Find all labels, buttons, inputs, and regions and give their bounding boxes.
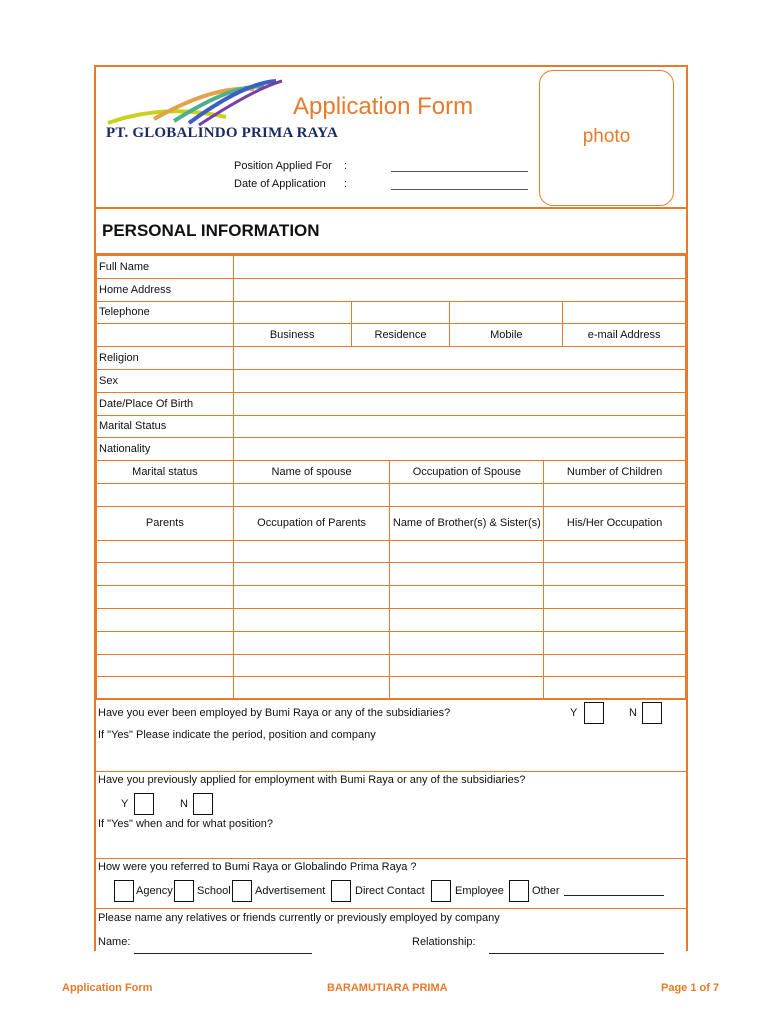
form-title: Application Form bbox=[293, 93, 474, 120]
dob-field[interactable] bbox=[233, 392, 685, 415]
table-cell[interactable] bbox=[233, 654, 390, 677]
employee-checkbox[interactable] bbox=[431, 880, 451, 902]
table-cell[interactable] bbox=[544, 631, 686, 654]
marital-status-header: Marital status bbox=[97, 461, 234, 484]
table-cell[interactable] bbox=[544, 677, 686, 700]
advertisement-checkbox[interactable] bbox=[232, 880, 252, 902]
no-label: N bbox=[629, 707, 637, 719]
school-checkbox[interactable] bbox=[174, 880, 194, 902]
email-field[interactable] bbox=[563, 301, 686, 324]
q2-no-checkbox[interactable] bbox=[193, 793, 213, 815]
telephone-label: Telephone bbox=[97, 301, 234, 324]
colon: : bbox=[344, 178, 348, 190]
table-cell[interactable] bbox=[97, 677, 234, 700]
table-row bbox=[97, 506, 686, 540]
sex-label: Sex bbox=[97, 369, 234, 392]
footer-page-number: Page 1 of 7 bbox=[661, 982, 720, 994]
position-applied-label: Position Applied For bbox=[234, 160, 332, 172]
table-cell[interactable] bbox=[544, 608, 686, 631]
table-cell[interactable] bbox=[233, 677, 390, 700]
company-name: PT. GLOBALINDO PRIMA RAYA bbox=[106, 125, 338, 141]
home-address-field[interactable] bbox=[233, 278, 685, 301]
nationality-label: Nationality bbox=[97, 438, 234, 461]
parents-header: Parents bbox=[97, 506, 234, 540]
previous-application-question bbox=[96, 771, 686, 858]
personal-info-table bbox=[96, 255, 686, 461]
other-specify-field[interactable] bbox=[564, 895, 664, 896]
table-row bbox=[97, 586, 686, 609]
q1-text: Have you ever been employed by Bumi Raya or any of the subsidiaries? bbox=[98, 707, 451, 719]
personal-information-heading: PERSONAL INFORMATION bbox=[96, 211, 686, 255]
direct-contact-label: Direct Contact bbox=[355, 885, 425, 897]
table-cell[interactable] bbox=[233, 586, 390, 609]
table-cell[interactable] bbox=[97, 631, 234, 654]
nationality-field[interactable] bbox=[233, 438, 685, 461]
table-cell[interactable] bbox=[97, 608, 234, 631]
marital-status-field[interactable] bbox=[233, 415, 685, 438]
full-name-field[interactable] bbox=[233, 256, 685, 279]
relationship-field[interactable] bbox=[489, 953, 664, 954]
table-cell[interactable] bbox=[544, 563, 686, 586]
marital-status-label: Marital Status bbox=[97, 415, 234, 438]
table-cell[interactable] bbox=[544, 654, 686, 677]
business-header: Business bbox=[233, 324, 351, 347]
table-cell[interactable] bbox=[390, 654, 544, 677]
table-cell[interactable] bbox=[233, 563, 390, 586]
previous-employment-question bbox=[96, 698, 686, 771]
relative-name-field[interactable] bbox=[134, 953, 312, 954]
table-cell[interactable] bbox=[97, 540, 234, 563]
advertisement-label: Advertisement bbox=[255, 885, 326, 897]
date-application-label: Date of Application bbox=[234, 178, 326, 190]
table-cell[interactable] bbox=[97, 654, 234, 677]
table-row bbox=[97, 677, 686, 700]
table-row bbox=[97, 324, 686, 347]
table-row bbox=[97, 301, 686, 324]
table-row bbox=[97, 369, 686, 392]
table-row bbox=[97, 483, 686, 506]
yes-label: Y bbox=[121, 798, 129, 810]
table-cell[interactable] bbox=[233, 608, 390, 631]
religion-field[interactable] bbox=[233, 347, 685, 370]
referral-question bbox=[96, 858, 686, 908]
table-row bbox=[97, 347, 686, 370]
agency-label: Agency bbox=[136, 885, 173, 897]
table-cell[interactable] bbox=[233, 540, 390, 563]
table-row bbox=[97, 256, 686, 279]
table-row bbox=[97, 278, 686, 301]
table-row bbox=[97, 540, 686, 563]
q1-followup-text: If "Yes" Please indicate the period, position and company bbox=[98, 729, 376, 741]
blank-cell bbox=[97, 324, 234, 347]
table-cell[interactable] bbox=[544, 586, 686, 609]
table-row bbox=[97, 631, 686, 654]
mobile-header: Mobile bbox=[450, 324, 563, 347]
q1-no-checkbox[interactable] bbox=[642, 702, 662, 724]
residence-phone-field[interactable] bbox=[351, 301, 450, 324]
form-header bbox=[96, 67, 686, 209]
other-label: Other bbox=[532, 885, 560, 897]
q2-followup-text: If "Yes" when and for what position? bbox=[98, 818, 273, 830]
footer-left: Application Form bbox=[62, 982, 153, 994]
spouse-name-header: Name of spouse bbox=[233, 461, 390, 484]
school-label: School bbox=[197, 885, 231, 897]
table-row bbox=[97, 461, 686, 484]
residence-header: Residence bbox=[351, 324, 450, 347]
position-applied-row bbox=[234, 160, 388, 172]
mobile-phone-field[interactable] bbox=[450, 301, 563, 324]
table-cell[interactable] bbox=[390, 677, 544, 700]
children-count-header: Number of Children bbox=[544, 461, 686, 484]
table-row bbox=[97, 438, 686, 461]
parents-occupation-header: Occupation of Parents bbox=[233, 506, 390, 540]
business-phone-field[interactable] bbox=[233, 301, 351, 324]
table-cell[interactable] bbox=[97, 586, 234, 609]
table-cell[interactable] bbox=[390, 631, 544, 654]
table-cell[interactable] bbox=[233, 631, 390, 654]
table-cell[interactable] bbox=[390, 540, 544, 563]
spouse-occupation-header: Occupation of Spouse bbox=[390, 461, 544, 484]
dob-label: Date/Place Of Birth bbox=[97, 392, 234, 415]
relationship-label: Relationship: bbox=[412, 936, 476, 948]
table-cell[interactable] bbox=[544, 540, 686, 563]
position-applied-field[interactable] bbox=[391, 171, 528, 172]
marital-status-cell[interactable] bbox=[97, 483, 234, 506]
q4-text: Please name any relatives or friends currently or previously employed by company bbox=[98, 912, 500, 924]
table-cell[interactable] bbox=[390, 608, 544, 631]
table-cell[interactable] bbox=[390, 586, 544, 609]
name-label: Name: bbox=[98, 936, 131, 948]
spouse-occupation-cell[interactable] bbox=[390, 483, 544, 506]
photo-label: photo bbox=[582, 126, 631, 147]
date-application-field[interactable] bbox=[391, 189, 528, 190]
table-row bbox=[97, 608, 686, 631]
sex-field[interactable] bbox=[233, 369, 685, 392]
q1-yes-checkbox[interactable] bbox=[584, 702, 604, 724]
yes-label: Y bbox=[570, 707, 578, 719]
application-form-frame bbox=[94, 65, 688, 951]
religion-label: Religion bbox=[97, 347, 234, 370]
q2-text: Have you previously applied for employment with Bumi Raya or any of the subsidiaries? bbox=[98, 774, 526, 786]
photo-placeholder[interactable] bbox=[539, 70, 674, 206]
spouse-name-cell[interactable] bbox=[233, 483, 390, 506]
other-checkbox[interactable] bbox=[509, 880, 529, 902]
home-address-label: Home Address bbox=[97, 278, 234, 301]
relatives-question bbox=[96, 908, 686, 953]
no-label: N bbox=[180, 798, 188, 810]
q2-yes-checkbox[interactable] bbox=[134, 793, 154, 815]
q3-text: How were you referred to Bumi Raya or Globalindo Prima Raya ? bbox=[98, 861, 417, 873]
table-row bbox=[97, 392, 686, 415]
direct-contact-checkbox[interactable] bbox=[331, 880, 351, 902]
full-name-label: Full Name bbox=[97, 256, 234, 279]
table-row bbox=[97, 563, 686, 586]
employee-label: Employee bbox=[455, 885, 504, 897]
children-count-cell[interactable] bbox=[544, 483, 686, 506]
date-application-row bbox=[234, 178, 388, 190]
table-row bbox=[97, 654, 686, 677]
email-header: e-mail Address bbox=[563, 324, 686, 347]
colon: : bbox=[344, 160, 348, 172]
table-row bbox=[97, 415, 686, 438]
table-cell[interactable] bbox=[97, 563, 234, 586]
table-cell[interactable] bbox=[390, 563, 544, 586]
footer-center: BARAMUTIARA PRIMA bbox=[327, 982, 448, 994]
company-logo-swoosh bbox=[104, 75, 284, 155]
agency-checkbox[interactable] bbox=[114, 880, 134, 902]
family-table bbox=[96, 460, 686, 700]
siblings-occupation-header: His/Her Occupation bbox=[544, 506, 686, 540]
siblings-header: Name of Brother(s) & Sister(s) bbox=[390, 506, 544, 540]
